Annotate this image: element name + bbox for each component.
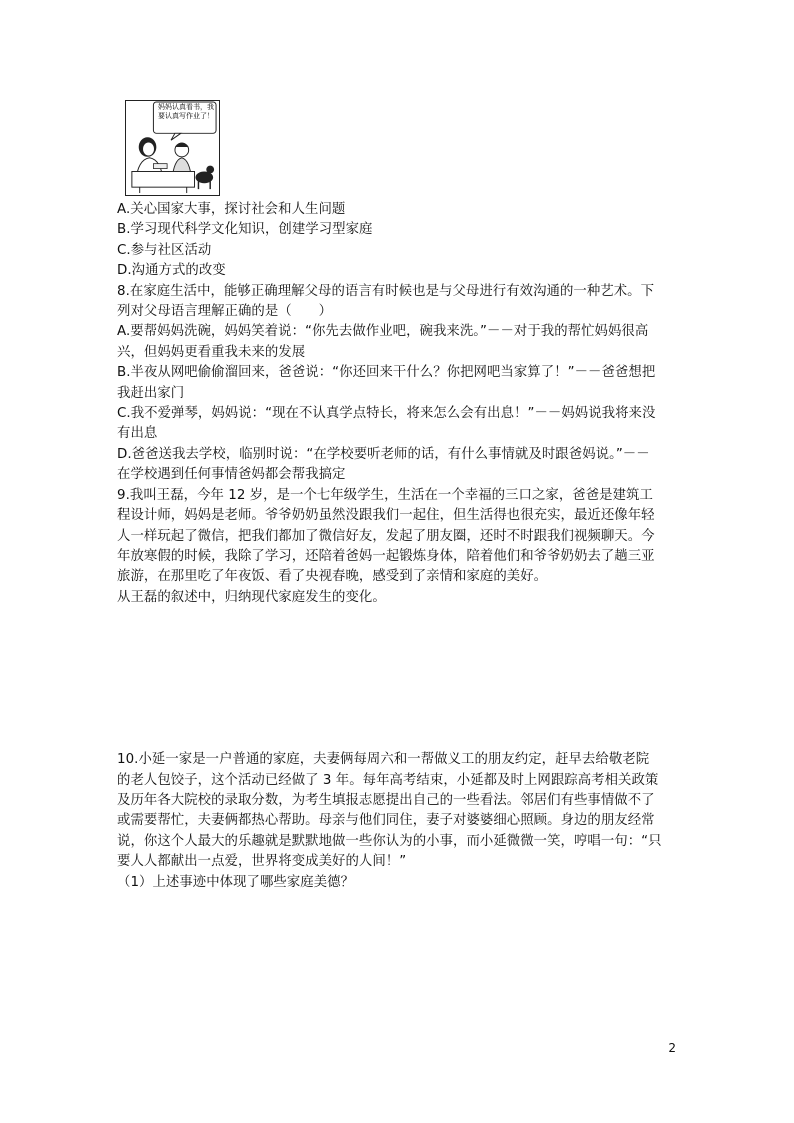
option-c: C.参与社区活动 [117,242,212,258]
question-8-option-line: C.我不爱弹琴，妈妈说：“现在不认真学点特长，将来怎么会有出息！”－－妈妈说我将来没 [117,406,656,422]
question-8-option-line: 我赶出家门 [117,385,185,401]
question-10-line: 或需要帮忙，夫妻俩都热心帮助。母亲与他们同住，妻子对婆婆细心照顾。身边的朋友经常 [117,813,655,829]
question-8-option-line: B.半夜从网吧偷偷溜回来，爸爸说：“你还回来干什么？你把网吧当家算了！”－－爸爸想把 [117,365,656,381]
question-8-stem-line-2: 列对父母语言理解正确的是（ ） [117,304,333,320]
question-8-option-line: 兴，但妈妈更看重我未来的发展 [117,344,306,360]
page-number: 2 [668,1041,676,1055]
option-a: A.关心国家大事，探讨社会和人生问题 [117,202,346,217]
question-content [117,200,677,893]
option-d: D.沟通方式的改变 [117,263,226,279]
question-9-line: 人一样玩起了微信，把我们都加了微信好友，发起了朋友圈，还时不时跟我们视频聊天。今 [117,528,655,544]
question-9-line: 9.我叫王磊，今年 12 岁，是一个七年级学生，生活在一个幸福的三口之家，爸爸是建筑工 [117,487,653,503]
question-8-option-line: D.爸爸送我去学校，临别时说：“在学校要听老师的话，有什么事情就及时跟爸妈说。”－－ [117,446,650,462]
question-8-option-line: 有出息 [117,426,158,442]
question-10-line: 说，你这个人最大的乐趣就是默默地做一些你认为的小事，而小延微微一笑，哼唱一句：“只 [117,833,662,849]
question-10-subquestion-1: （1）上述事迹中体现了哪些家庭美德？ [117,874,355,890]
question-9-line: 年放寒假的时候，我除了学习，还陪着爸妈一起锻炼身体，陪着他们和爷爷奶奶去了趟三亚 [117,548,655,564]
question-8-option-line: 在学校遇到任何事情爸妈都会帮我搞定 [117,467,346,483]
question-9-prompt: 从王磊的叙述中，归纳现代家庭发生的变化。 [117,589,386,605]
cartoon-illustration [125,100,220,196]
answer-space [117,608,677,750]
question-10-line: 要人人都献出一点爱，世界将变成美好的人间！” [117,854,407,870]
question-9-line: 程设计师，妈妈是老师。爷爷奶奶虽然没跟我们一起住，但生活得也很充实，最近还像年轻 [117,508,655,524]
speech-bubble-text: 妈妈认真看书，我要认真写作业了！ [158,103,214,120]
question-8-stem-line-1: 8.在家庭生活中，能够正确理解父母的语言有时候也是与父母进行有效沟通的一种艺术。下 [117,283,655,299]
question-9-line: 旅游，在那里吃了年夜饭、看了央视春晚，感受到了亲情和家庭的美好。 [117,569,548,585]
question-10-line: 及历年各大院校的录取分数，为考生填报志愿提出自己的一些看法。邻居们有些事情做不了 [117,792,655,808]
question-8-option-line: A.要帮妈妈洗碗，妈妈笑着说：“你先去做作业吧，碗我来洗。”－－对于我的帮忙妈妈很高 [117,324,649,340]
option-b: B.学习现代科学文化知识，创建学习型家庭 [117,222,373,238]
question-10-line: 的老人包饺子，这个活动已经做了 3 年。每年高考结束，小延都及时上网跟踪高考相关政策 [117,772,659,788]
question-10-line: 10.小延一家是一户普通的家庭，夫妻俩每周六和一帮做义工的朋友约定，赶早去给敬老院 [117,752,650,768]
